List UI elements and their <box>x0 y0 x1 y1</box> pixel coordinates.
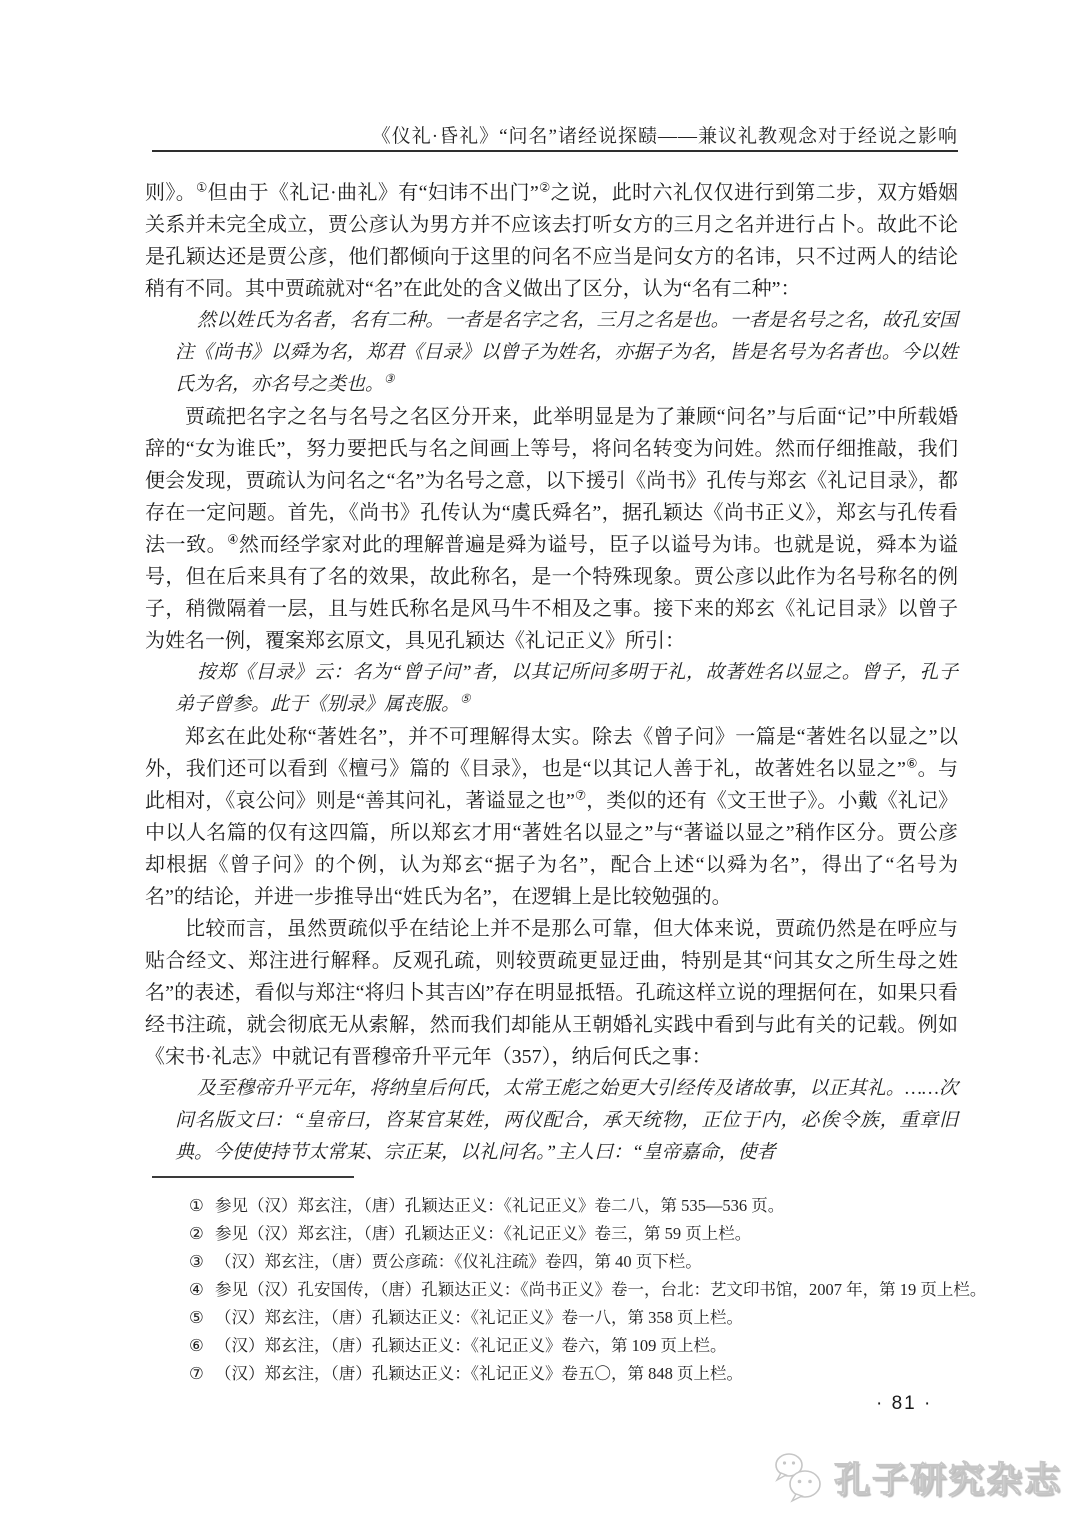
footnote-separator-rule <box>152 1176 354 1178</box>
footnote-item <box>189 1304 965 1332</box>
footnote-item <box>189 1332 965 1360</box>
footnote-item <box>189 1276 987 1304</box>
block-quote: 及至穆帝升平元年，将纳皇后何氏，太常王彪之始更大引经传及诸故事，以正其礼。……次问名版文曰：“皇帝曰，咨某官某姓，两仪配合，承天统物，正位于内，必俟令族，重章旧典。今使使持节太常某、宗正某，以礼问名。”主人曰：“皇帝嘉命，使者 <box>175 1078 958 1163</box>
footnotes-section <box>145 1176 987 1388</box>
footnote-item <box>189 1248 965 1276</box>
page-number: · 81 · <box>876 1393 933 1414</box>
watermark-text: 孔子研究杂志 <box>833 1458 1062 1500</box>
footnote-marker: ⑦ <box>189 1364 204 1383</box>
block-quote: 按郑《目录》云：名为“曾子问”者，以其记所问多明于礼，故著姓名以显之。曾子，孔子弟子曾参。此于《别录》属丧服。⑤ <box>175 662 958 715</box>
footnote-text: 参见（汉）郑玄注，（唐）孔颖达正义：《礼记正义》卷三，第 59 页上栏。 <box>215 1224 752 1243</box>
footnote-text: 参见（汉）郑玄注，（唐）孔颖达正义：《礼记正义》卷二八，第 535—536 页。 <box>215 1196 785 1215</box>
footnote-marker: ② <box>189 1224 204 1243</box>
footnote-text: （汉）郑玄注，（唐）孔颖达正义：《礼记正义》卷五〇，第 848 页上栏。 <box>215 1364 743 1383</box>
footnote-marker: ① <box>189 1196 204 1215</box>
footnote-text: （汉）郑玄注，（唐）孔颖达正义：《礼记正义》卷一八，第 358 页上栏。 <box>215 1308 743 1327</box>
running-head-title: 《仪礼·昏礼》“问名”诸经说探赜——兼议礼教观念对于经说之影响 <box>371 126 958 147</box>
footnote-marker: ⑥ <box>189 1336 204 1355</box>
paragraph: 比较而言，虽然贾疏似乎在结论上并不是那么可靠，但大体来说，贾疏仍然是在呼应与贴合经文、郑注进行解释。反观孔疏，则较贾疏更显迂曲，特别是其“问其女之所生母之姓名”的表述，看似与郑注“将归卜其吉凶”存在明显抵牾。孔疏这样立说的理据何在，如果只看经书注疏，就会彻底无从索解，然而我们却能从王朝婚礼实践中看到与此有关的记载。例如《宋书·礼志》中就记有晋穆帝升平元年（357），纳后何氏之事： <box>145 918 958 1068</box>
header-rule <box>152 150 958 152</box>
wechat-logo-icon <box>772 1450 826 1504</box>
footnote-item <box>189 1360 965 1388</box>
footnote-text: 参见（汉）孔安国传，（唐）孔颖达正义：《尚书正义》卷一，台北：艺文印书馆，2007 年，第 19 页上栏。 <box>215 1280 987 1299</box>
paragraph: 郑玄在此处称“著姓名”，并不可理解得太实。除去《曾子问》一篇是“著姓名以显之”以外，我们还可以看到《檀弓》篇的《目录》，也是“以其记人善于礼，故著姓名以显之”⑥。与此相对，《哀公问》则是“善其问礼，著谥显之也”⑦，类似的还有《文王世子》。小戴《礼记》中以人名篇的仅有这四篇，所以郑玄才用“著姓名以显之”与“著谥以显之”稍作区分。贾公彦却根据《曾子问》的个例，认为郑玄“据子为名”，配合上述“以舜为名”，得出了“名号为名”的结论，并进一步推导出“姓氏为名”，在逻辑上是比较勉强的。 <box>145 726 959 908</box>
block-quote: 然以姓氏为名者，名有二种。一者是名字之名，三月之名是也。一者是名号之名，故孔安国注《尚书》以舜为名，郑君《目录》以曾子为姓名，亦据子为名，皆是名号为名者也。今以姓氏为名，亦名号之类也。③ <box>175 310 958 395</box>
footnote-marker: ④ <box>189 1280 204 1299</box>
footnote-marker: ③ <box>189 1252 204 1271</box>
footnote-marker: ⑤ <box>189 1308 204 1327</box>
footnote-list <box>145 1192 987 1388</box>
footnote-item <box>189 1192 965 1220</box>
footnote-item <box>189 1220 965 1248</box>
footnote-text: （汉）郑玄注，（唐）贾公彦疏：《仪礼注疏》卷四，第 40 页下栏。 <box>215 1252 702 1271</box>
journal-watermark <box>772 1450 1062 1504</box>
article-body <box>145 177 958 1169</box>
paragraph: 则》。①但由于《礼记·曲礼》有“妇讳不出门”②之说，此时六礼仅仅进行到第二步，双方婚姻关系并未完全成立，贾公彦认为男方并不应该去打听女方的三月之名并进行占卜。故此不论是孔颖达还是贾公彦，他们都倾向于这里的问名不应当是问女方的名讳，只不过两人的结论稍有不同。其中贾疏就对“名”在此处的含义做出了区分，认为“名有二种”： <box>145 180 959 300</box>
paragraph: 贾疏把名字之名与名号之名区分开来，此举明显是为了兼顾“问名”与后面“记”中所载婚辞的“女为谁氏”，努力要把氏与名之间画上等号，将问名转变为问姓。然而仔细推敲，我们便会发现，贾疏认为问名之“名”为名号之意，以下援引《尚书》孔传与郑玄《礼记目录》，都存在一定问题。首先，《尚书》孔传认为“虞氏舜名”，据孔颖达《尚书正义》，郑玄与孔传看法一致。④然而经学家对此的理解普遍是舜为谥号，臣子以谥号为讳。也就是说，舜本为谥号，但在后来具有了名的效果，故此称名，是一个特殊现象。贾公彦以此作为名号称名的例子，稍微隔着一层，且与姓氏称名是风马牛不相及之事。接下来的郑玄《礼记目录》以曾子为姓名一例，覆案郑玄原文，具见孔颖达《礼记正义》所引： <box>145 406 959 652</box>
footnote-text: （汉）郑玄注，（唐）孔颖达正义：《礼记正义》卷六，第 109 页上栏。 <box>215 1336 727 1355</box>
